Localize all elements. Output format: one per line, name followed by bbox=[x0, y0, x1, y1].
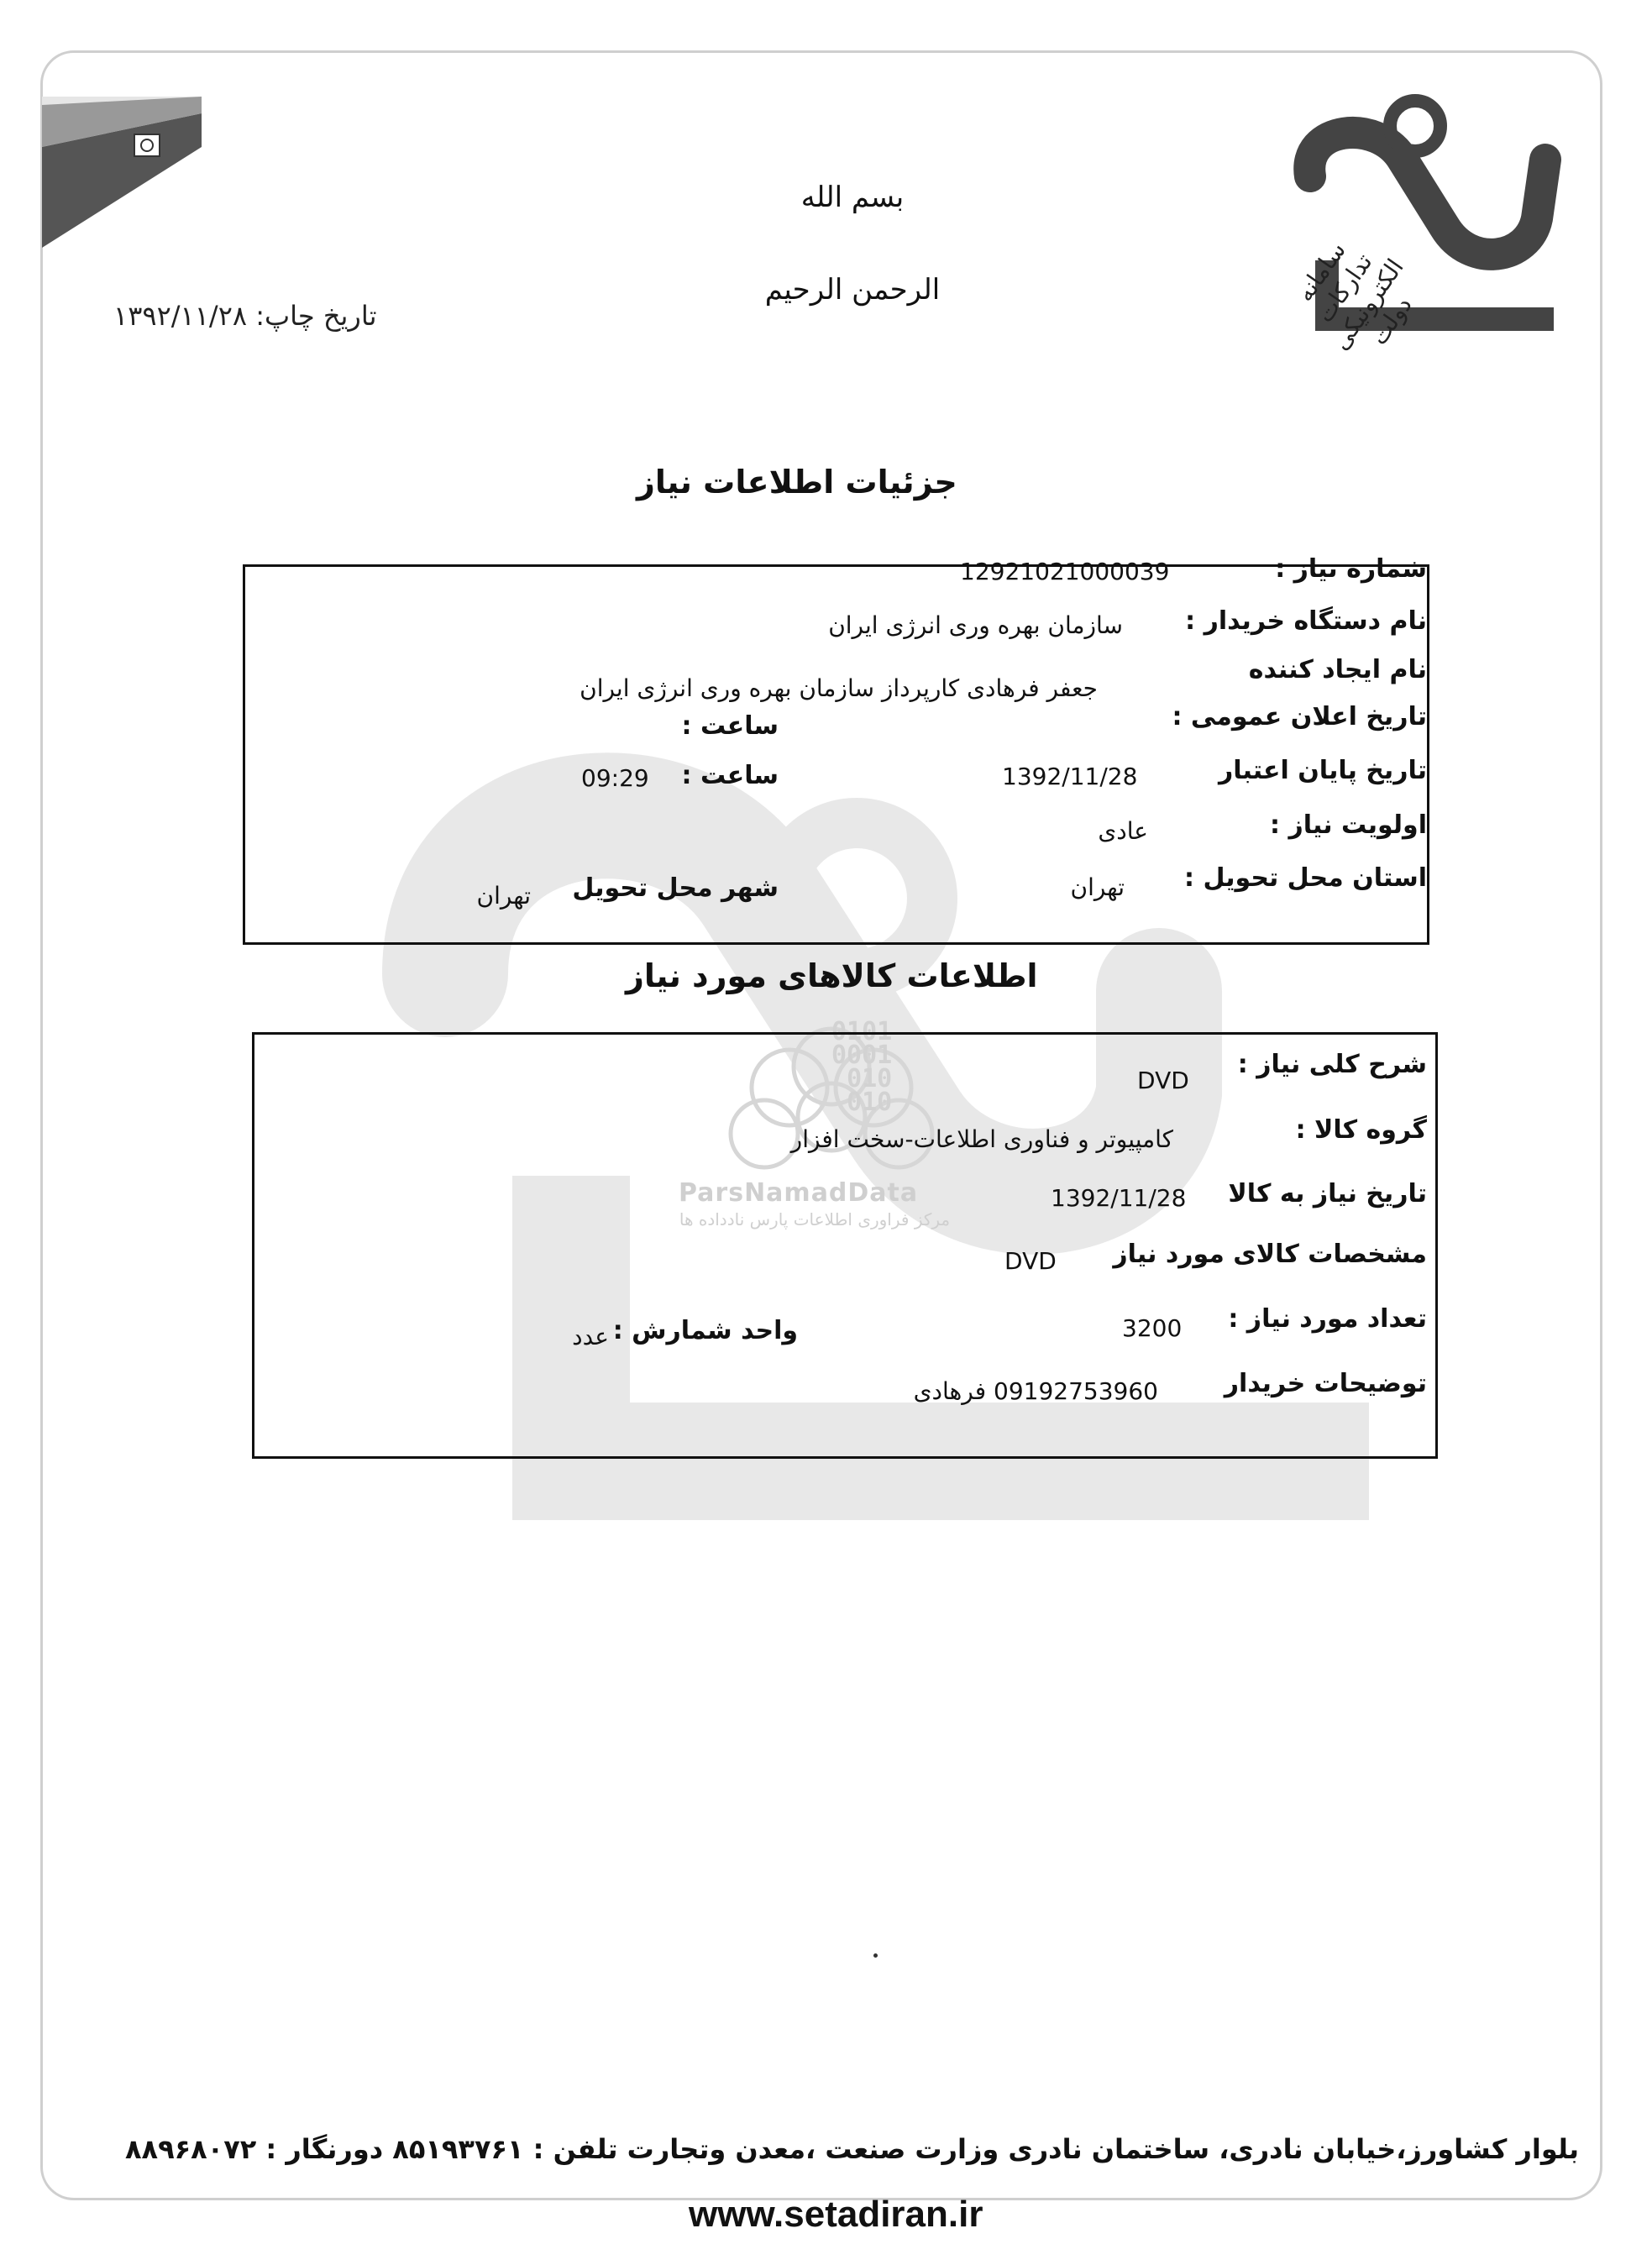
print-date-value: ۱۳۹۲/۱۱/۲۸ bbox=[113, 300, 248, 332]
validity-time-value: 09:29 bbox=[581, 764, 649, 792]
validity-end-label: تاریخ پایان اعتبار bbox=[1218, 756, 1427, 785]
goods-need-date-value: 1392/11/28 bbox=[1051, 1184, 1187, 1212]
publish-date-label: تاریخ اعلان عمومی : bbox=[1172, 702, 1427, 731]
stray-dot bbox=[873, 1953, 878, 1958]
need-details-title: جزئیات اطلاعات نیاز bbox=[637, 464, 957, 501]
watermark-bits: 0101 0001 010 010 bbox=[831, 1017, 893, 1117]
buyer-notes-value: 09192753960 فرهادی bbox=[913, 1377, 1158, 1405]
goods-need-date-label: تاریخ نیاز به کالا bbox=[1228, 1179, 1427, 1209]
buyer-org-value: سازمان بهره وری انرژی ایران bbox=[828, 611, 1123, 639]
footer-url[interactable]: www.setadiran.ir bbox=[689, 2194, 983, 2235]
watermark-brand: ParsNamadData bbox=[679, 1178, 919, 1208]
goods-quantity-label: تعداد مورد نیاز : bbox=[1228, 1304, 1427, 1334]
goods-quantity-value: 3200 bbox=[1122, 1314, 1183, 1342]
need-number-label: شماره نیاز : bbox=[1275, 554, 1427, 584]
creator-label: نام ایجاد کننده bbox=[1248, 655, 1427, 684]
goods-unit-label: واحد شمارش : bbox=[612, 1316, 798, 1345]
footer-address: بلوار کشاورز،خیابان نادری، ساختمان نادری وزارت صنعت ،معدن وتجارت تلفن : ۸۵۱۹۳۷۶۱ دورنگار : ۸۸۹۶۸۰۷۲ bbox=[125, 2133, 1579, 2165]
buyer-notes-label: توضیحات خریدار bbox=[1224, 1369, 1427, 1398]
logo-tagline: سامانه تدارکات الکترونیکی دولت bbox=[1290, 236, 1418, 355]
delivery-city-value: تهران bbox=[476, 882, 531, 910]
print-date-label: تاریخ چاپ: bbox=[255, 300, 377, 332]
goods-group-label: گروه کالا : bbox=[1295, 1115, 1427, 1145]
watermark-subtitle: مرکز فراوری اطلاعات پارس نادداده ها bbox=[679, 1209, 951, 1229]
goods-spec-label: مشخصات کالای مورد نیاز bbox=[1113, 1240, 1427, 1269]
delivery-province-label: استان محل تحویل : bbox=[1184, 863, 1427, 893]
delivery-city-label: شهر محل تحویل bbox=[572, 873, 779, 903]
goods-unit-value: عدد bbox=[572, 1323, 609, 1350]
goods-info-title: اطلاعات کالاهای مورد نیاز bbox=[626, 957, 1038, 994]
iran-flag-emblem-icon bbox=[42, 97, 202, 248]
basmala-calligraphy: بسم الله الرحمن الرحیم bbox=[764, 181, 941, 307]
creator-value: جعفر فرهادی کارپرداز سازمان بهره وری انرژی ایران bbox=[580, 674, 1098, 702]
priority-value: عادی bbox=[1098, 817, 1148, 845]
goods-group-value: کامپیوتر و فناوری اطلاعات-سخت افزار bbox=[790, 1125, 1173, 1153]
delivery-province-value: تهران bbox=[1070, 873, 1125, 901]
priority-label: اولویت نیاز : bbox=[1270, 810, 1427, 840]
need-number-value: 12921021000039 bbox=[960, 558, 1170, 585]
goods-summary-label: شرح کلی نیاز : bbox=[1237, 1050, 1427, 1079]
validity-end-date: 1392/11/28 bbox=[1002, 763, 1138, 790]
goods-spec-value: DVD bbox=[1004, 1247, 1057, 1275]
buyer-org-label: نام دستگاه خریدار : bbox=[1185, 606, 1427, 636]
print-date bbox=[113, 300, 377, 332]
validity-time-label: ساعت : bbox=[681, 761, 779, 790]
goods-summary-value: DVD bbox=[1137, 1067, 1189, 1094]
publish-time-label: ساعت : bbox=[681, 711, 779, 741]
